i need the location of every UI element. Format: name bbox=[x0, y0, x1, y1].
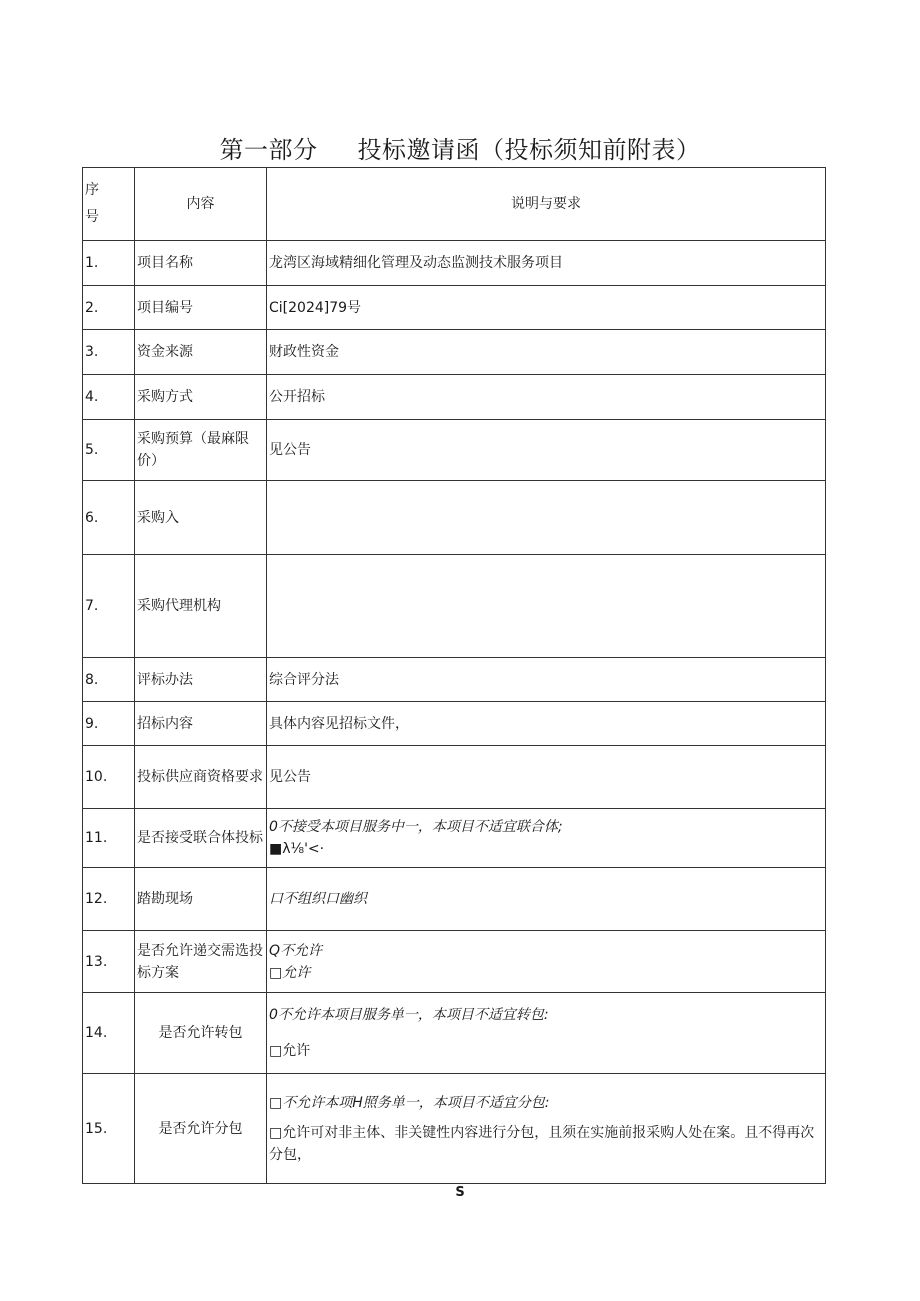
table-row bbox=[83, 658, 826, 702]
row-no: 6. bbox=[83, 481, 135, 555]
table-row bbox=[83, 702, 826, 746]
row-desc-line: ■λ⅛'<· bbox=[269, 841, 325, 857]
table-row bbox=[83, 481, 826, 555]
header-content: 内容 bbox=[135, 168, 267, 241]
table-row bbox=[83, 241, 826, 286]
row-desc: 综合评分法 bbox=[267, 658, 826, 702]
row-no: 10. bbox=[83, 746, 135, 809]
row-desc bbox=[267, 481, 826, 555]
table-row bbox=[83, 868, 826, 931]
row-desc bbox=[267, 931, 826, 993]
row-no: 14. bbox=[83, 993, 135, 1074]
row-item: 是否允许递交需选投标方案 bbox=[135, 931, 267, 993]
table-row bbox=[83, 1074, 826, 1184]
row-no: 11. bbox=[83, 809, 135, 868]
row-item: 是否接受联合体投标 bbox=[135, 809, 267, 868]
table-row bbox=[83, 993, 826, 1074]
table-header-row bbox=[83, 168, 826, 241]
row-desc-line: □允许 bbox=[269, 1043, 311, 1059]
header-desc: 说明与要求 bbox=[267, 168, 826, 241]
row-desc: 具体内容见招标文件， bbox=[267, 702, 826, 746]
row-no: 4. bbox=[83, 375, 135, 420]
row-no: 13. bbox=[83, 931, 135, 993]
row-no: 15. bbox=[83, 1074, 135, 1184]
row-item: 资金来源 bbox=[135, 330, 267, 375]
row-item: 招标内容 bbox=[135, 702, 267, 746]
row-item: 评标办法 bbox=[135, 658, 267, 702]
row-desc-line: 0不允许本项目服务单一，本项目不适宜转包: bbox=[269, 1007, 549, 1023]
page-title bbox=[0, 130, 920, 165]
row-no: 3. bbox=[83, 330, 135, 375]
row-item: 是否允许转包 bbox=[135, 993, 267, 1074]
page-number: S bbox=[455, 1185, 465, 1200]
row-desc bbox=[267, 993, 826, 1074]
row-desc: 见公告 bbox=[267, 420, 826, 481]
row-no: 9. bbox=[83, 702, 135, 746]
row-no: 12. bbox=[83, 868, 135, 931]
row-desc bbox=[267, 1074, 826, 1184]
table-row bbox=[83, 746, 826, 809]
requirements-table bbox=[82, 167, 826, 1184]
row-item: 项目名称 bbox=[135, 241, 267, 286]
row-desc: 龙湾区海域精细化管理及动态监测技术服务项目 bbox=[267, 241, 826, 286]
table-row bbox=[83, 286, 826, 330]
table-row bbox=[83, 809, 826, 868]
table-row bbox=[83, 330, 826, 375]
row-desc-line: □允许可对非主体、非关键性内容进行分包，且须在实施前报采购人处在案。且不得再次分包， bbox=[269, 1124, 815, 1163]
table-row bbox=[83, 375, 826, 420]
table-row bbox=[83, 420, 826, 481]
row-item: 项目编号 bbox=[135, 286, 267, 330]
row-no: 1. bbox=[83, 241, 135, 286]
row-item: 采购方式 bbox=[135, 375, 267, 420]
row-item: 是否允许分包 bbox=[135, 1074, 267, 1184]
row-item: 采购代理机构 bbox=[135, 555, 267, 658]
row-desc: 财政性资金 bbox=[267, 330, 826, 375]
table-row bbox=[83, 931, 826, 993]
row-no: 2. bbox=[83, 286, 135, 330]
row-desc: 口不组织口幽织 bbox=[267, 868, 826, 931]
row-item: 投标供应商资格要求 bbox=[135, 746, 267, 809]
row-no: 8. bbox=[83, 658, 135, 702]
row-desc: 公开招标 bbox=[267, 375, 826, 420]
row-item: 采购预算（最麻限价） bbox=[135, 420, 267, 481]
header-no: 序 号 bbox=[83, 168, 135, 241]
row-no: 5. bbox=[83, 420, 135, 481]
row-desc: 见公告 bbox=[267, 746, 826, 809]
row-desc: Ci[2024]79号 bbox=[267, 286, 826, 330]
row-desc-line: 0不接受本项目服务中一，本项目不适宜联合体; bbox=[269, 819, 563, 835]
row-desc bbox=[267, 555, 826, 658]
row-desc bbox=[267, 809, 826, 868]
title-name: 投标邀请函（投标须知前附表） bbox=[357, 136, 701, 164]
row-item: 踏勘现场 bbox=[135, 868, 267, 931]
row-desc-line: Q不允许 bbox=[269, 942, 323, 959]
row-item: 采购入 bbox=[135, 481, 267, 555]
table-row bbox=[83, 555, 826, 658]
row-desc-line: □允许 bbox=[269, 964, 311, 981]
row-no: 7. bbox=[83, 555, 135, 658]
row-desc-line: □不允许本项H照务单一，本项目不适宜分包: bbox=[269, 1094, 550, 1111]
title-part: 第一部分 bbox=[219, 136, 318, 164]
